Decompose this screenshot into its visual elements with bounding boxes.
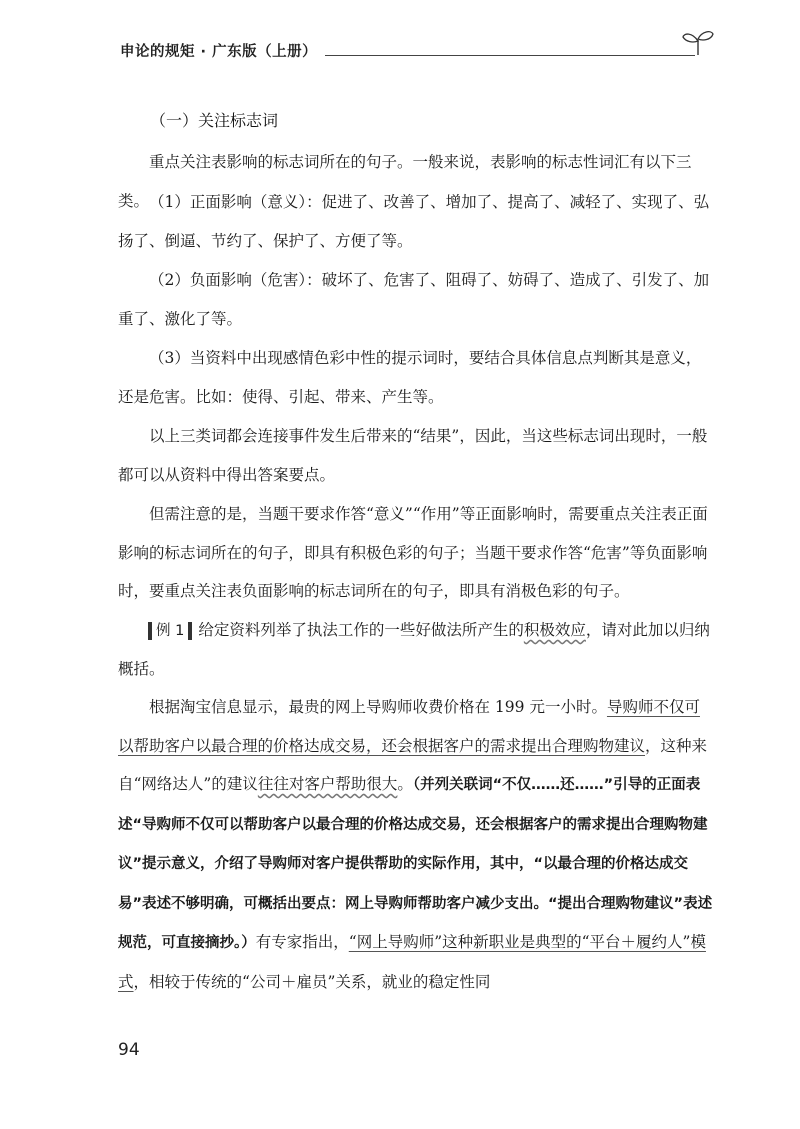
passage-sentence-5: 。	[397, 775, 413, 793]
passage-underline-3: “网上导购师”这种新职业是典型的“平台＋履约人”模式	[118, 933, 706, 991]
paragraph-neutral	[118, 339, 713, 416]
example-question-part2: ，请对此加以归纳概括。	[118, 621, 710, 678]
header-title: 申论的规矩 · 广东版（上册）	[120, 44, 318, 60]
passage-sentence-6: 有专家指出，	[255, 933, 349, 951]
example-keyword: 积极效应	[523, 621, 586, 639]
passage-sentence-3: ，这种来自“网络达人”的建议	[118, 736, 708, 793]
passage-underline-2: 往往对客户帮助很大	[257, 775, 398, 793]
passage-annotation: （并列关联词“不仅……还……”引导的正面表述“导购师不仅可以帮助客户以最合理的价格达成交易，还会根据客户的需求提出合理购物建议”提示意义，介绍了导购师对客户提供帮助的实际作用，其中，“以最合理的价格达成交易”表述不够明确，可概括出要点：网上导购师帮助客户减少支出。“提出合理购物建议”表述规范，可直接摘抄。）	[118, 777, 713, 951]
passage-sentence-8: ，相较于传统的“公司＋雇员”关系，就业的稳定性同	[133, 972, 491, 991]
passage-sentence-1: 根据淘宝信息显示，最贵的网上导购师收费价格在 199 元一小时。	[149, 698, 607, 716]
example-question-part1: 给定资料列举了执法工作的一些好做法所产生的	[198, 621, 524, 639]
paragraph-intro-text: 重点关注表影响的标志词所在的句子。一般来说，表影响的标志性词汇有以下三类。	[118, 153, 692, 210]
page-number: 94	[118, 1040, 140, 1060]
paragraph-note	[118, 495, 713, 611]
header-rule	[325, 55, 695, 56]
paragraph-negative-text: （2）负面影响（危害）：破坏了、危害了、阻碍了、妨碍了、造成了、引发了、加重了、激化了等。	[118, 271, 710, 328]
example-tag: 例 1	[148, 622, 192, 640]
passage-underline-1: 导购师不仅可以帮助客户以最合理的价格达成交易，还会根据客户的需求提出合理购物建议	[118, 698, 700, 755]
paragraph-result-text: 以上三类词都会连接事件发生后带来的“结果”，因此，当这些标志词出现时，一般都可以从资料中得出答案要点。	[118, 427, 708, 484]
paragraph-result	[118, 417, 713, 494]
paragraph-note-text: 但需注意的是，当题干要求作答“意义”“作用”等正面影响时，需要重点关注表正面影响的标志词所在的句子，即具有积极色彩的句子；当题干要求作答“危害”等负面影响时，要重点关注表负面影响的标志词所在的句子，即具有消极色彩的句子。	[118, 505, 708, 600]
passage-paragraph	[118, 688, 713, 1001]
sprout-icon	[680, 28, 716, 56]
paragraph-negative	[118, 261, 713, 338]
paragraph-neutral-text: （3）当资料中出现感情色彩中性的提示词时，要结合具体信息点判断其是意义，还是危害。比如：使得、引起、带来、产生等。	[118, 349, 702, 406]
paragraph-positive	[118, 183, 713, 260]
paragraph-positive-text: （1）正面影响（意义）：促进了、改善了、增加了、提高了、减轻了、实现了、弘扬了、倒逼、节约了、保护了、方便了等。	[118, 193, 710, 250]
example-question	[118, 611, 713, 688]
section-heading: （一）关注标志词	[150, 111, 279, 130]
